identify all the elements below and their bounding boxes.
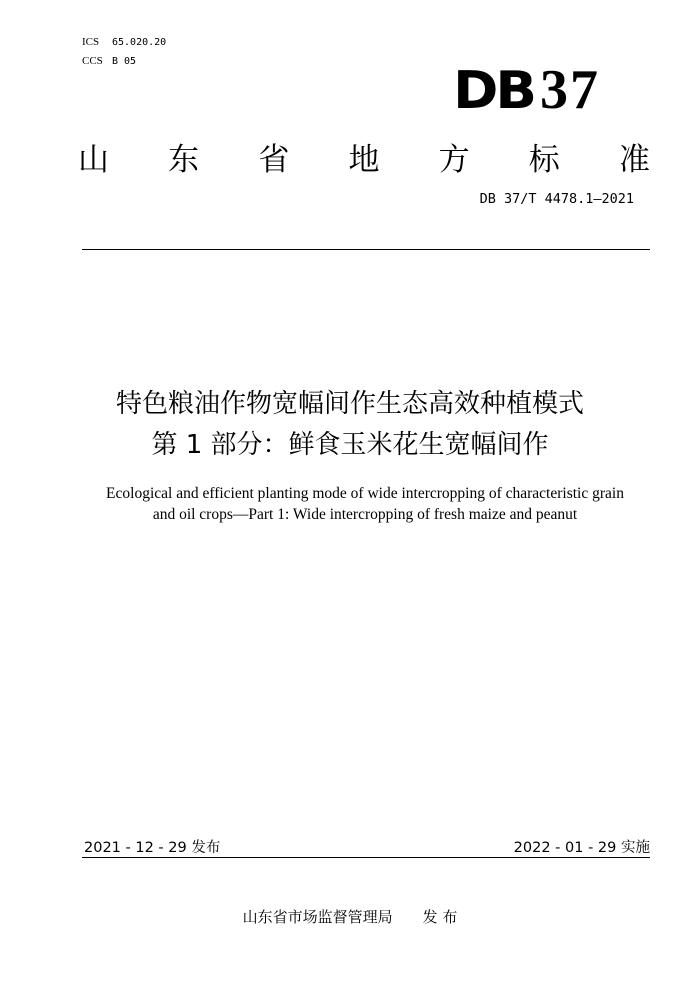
doc-type-char: 方 [438,142,470,178]
classification-codes [82,33,166,71]
ccs-code [82,52,166,71]
ics-label: ICS [82,36,100,48]
doc-type-char: 地 [348,142,380,178]
ics-code [82,33,166,52]
logo-db-text: DB [453,61,534,121]
ics-value: 65.020.20 [112,37,167,48]
english-title [70,483,660,525]
publisher-line [0,906,700,927]
standard-number: DB 37/T 4478.1—2021 [479,191,634,207]
db37-logo [453,58,600,122]
footer-divider [82,857,650,858]
publisher-action: 发 布 [422,908,458,926]
implementation-date: 2022 - 01 - 29 实施 [513,840,650,856]
doc-type-char: 山 [78,142,109,178]
doc-type-char: 准 [618,142,650,178]
header-divider [82,249,650,250]
issue-date: 2021 - 12 - 29 发布 [84,840,221,856]
ccs-label: CCS [82,55,103,67]
chinese-title [0,384,700,466]
logo-number: 37 [540,59,600,121]
english-title-line2: and oil crops—Part 1: Wide intercropping of fresh maize and peanut [152,506,578,523]
doc-type-char: 东 [168,142,200,178]
chinese-title-line1: 特色粮油作物宽幅间作生态高效种植模式 [115,389,584,419]
doc-type-char: 标 [528,142,560,178]
chinese-title-line2: 第 1 部分：鲜食玉米花生宽幅间作 [151,430,549,460]
document-type-heading [78,134,650,179]
ccs-value: B 05 [112,56,137,67]
doc-type-char: 省 [258,142,290,178]
english-title-line1: Ecological and efficient planting mode of wide intercropping of characteristic grain [106,485,624,502]
publisher-name: 山东省市场监督管理局 [242,908,393,926]
